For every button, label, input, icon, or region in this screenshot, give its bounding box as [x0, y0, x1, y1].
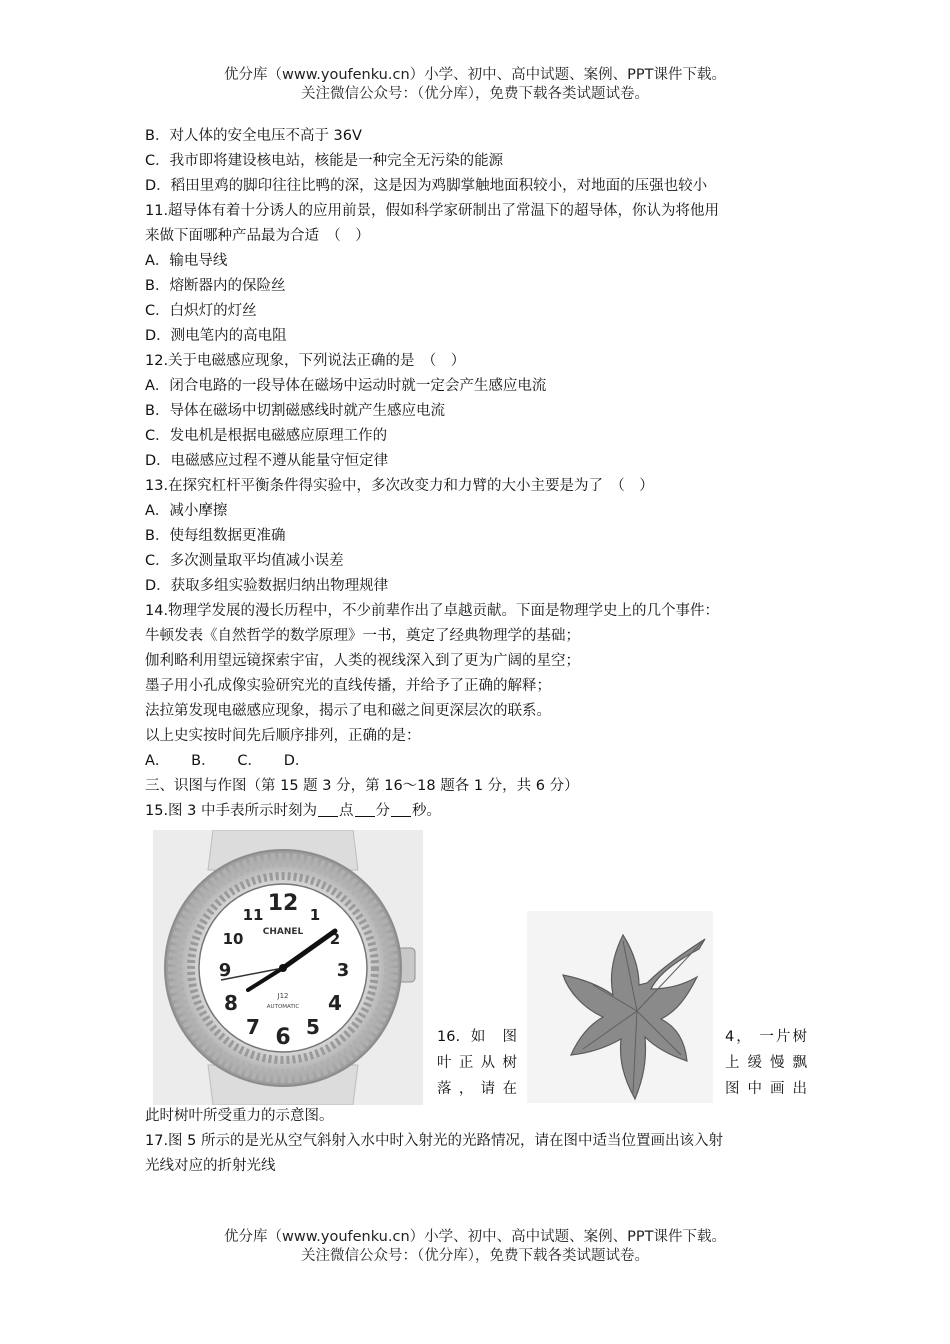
q15-hour-blank[interactable] — [318, 800, 338, 817]
q14-choices: A． B． C． D． — [145, 753, 310, 769]
numeral-2: 2 — [329, 930, 341, 948]
q12-stem: 12.关于电磁感应现象，下列说法正确的是 （ ） — [145, 353, 466, 369]
watch-center-pin — [279, 964, 287, 972]
exam-content — [145, 124, 810, 1179]
q12-option-d: D．电磁感应过程不遵从能量守恒定律 — [145, 453, 389, 469]
q11-option-c: C．白炽灯的灯丝 — [145, 303, 257, 319]
q16-tail: 此时树叶所受重力的示意图。 — [145, 1108, 334, 1124]
q13-option-b: B．使每组数据更准确 — [145, 528, 286, 544]
watch-figure — [153, 830, 423, 1105]
q11-option-b: B．熔断器内的保险丝 — [145, 278, 286, 294]
figure-row — [145, 824, 810, 1104]
numeral-9: 9 — [218, 960, 232, 981]
page-footer — [0, 1228, 950, 1266]
numeral-1: 1 — [309, 906, 321, 924]
q14-event-4: 法拉第发现电磁感应现象，揭示了电和磁之间更深层次的联系。 — [145, 703, 551, 719]
q16-left-column — [437, 1024, 517, 1102]
footer-line-1: 优分库（www.youfenku.cn）小学、初中、高中试题、案例、PPT课件下载。 — [224, 1229, 726, 1245]
q12-option-a: A．闭合电路的一段导体在磁场中运动时就一定会产生感应电流 — [145, 378, 547, 394]
q12-option-b: B．导体在磁场中切割磁感线时就产生感应电流 — [145, 403, 445, 419]
numeral-12: 12 — [267, 891, 299, 916]
footer-line-2: 关注微信公众号：（优分库），免费下载各类试题试卷。 — [301, 1248, 649, 1264]
q16-left-2: 叶 正 从 树 — [437, 1055, 517, 1071]
q13-option-c: C．多次测量取平均值减小误差 — [145, 553, 344, 569]
q13-option-a: A．减小摩擦 — [145, 503, 228, 519]
q16-right-3: 图 中 画 出 — [725, 1081, 807, 1097]
numeral-5: 5 — [306, 1015, 320, 1039]
q16-left-3: 落 ， 请 在 — [437, 1081, 517, 1097]
q10-option-d: D．稻田里鸡的脚印往往比鸭的深，这是因为鸡脚掌触地面积较小，对地面的压强也较小 — [145, 178, 708, 194]
q16-right-column — [725, 1024, 807, 1102]
q14-event-1: 牛顿发表《自然哲学的数学原理》一书，奠定了经典物理学的基础； — [145, 628, 580, 644]
numeral-7: 7 — [246, 1015, 260, 1039]
numeral-3: 3 — [336, 960, 350, 981]
q11-stem-1: 11.超导体有着十分诱人的应用前景，假如科学家研制出了常温下的超导体，你认为将他用 — [145, 203, 720, 219]
numeral-11: 11 — [242, 906, 264, 924]
q17-line-2: 光线对应的折射光线 — [145, 1158, 276, 1174]
q10-option-c: C．我市即将建设核电站，核能是一种完全无污染的能源 — [145, 153, 504, 169]
header-line-1: 优分库（www.youfenku.cn）小学、初中、高中试题、案例、PPT课件下载。 — [224, 67, 726, 83]
numeral-10: 10 — [222, 930, 244, 948]
q14-stem: 14.物理学发展的漫长历程中，不少前辈作出了卓越贡献。下面是物理学史上的几个事件： — [145, 603, 720, 619]
q15-stem — [145, 799, 810, 824]
q10-option-b: B．对人体的安全电压不高于 36V — [145, 128, 362, 144]
numeral-4: 4 — [328, 991, 342, 1015]
section-3-heading: 三、识图与作图（第 15 题 3 分，第 16～18 题各 1 分，共 6 分） — [145, 778, 579, 794]
q13-stem: 13.在探究杠杆平衡条件得实验中，多次改变力和力臂的大小主要是为了 （ ） — [145, 478, 654, 494]
q11-option-a: A．输电导线 — [145, 253, 228, 269]
watch-sub: AUTOMATIC — [266, 1004, 300, 1010]
q15-text-3: 分 — [375, 803, 391, 819]
numeral-8: 8 — [224, 991, 238, 1015]
q14-event-2: 伽利略利用望远镜探索宇宙，人类的视线深入到了更为广阔的星空； — [145, 653, 580, 669]
q14-ask: 以上史实按时间先后顺序排列，正确的是： — [145, 728, 421, 744]
q13-option-d: D．获取多组实验数据归纳出物理规律 — [145, 578, 389, 594]
q15-minute-blank[interactable] — [355, 800, 375, 817]
page-header — [0, 66, 950, 104]
numeral-6: 6 — [275, 1025, 291, 1050]
q15-second-blank[interactable] — [391, 800, 411, 817]
header-line-2: 关注微信公众号：（优分库），免费下载各类试题试卷。 — [301, 86, 649, 102]
q16-left-1: 16. 如 图 — [437, 1029, 517, 1045]
q15-text-1: 15.图 3 中手表所示时刻为 — [145, 803, 318, 819]
q16-right-2: 上 缓 慢 飘 — [725, 1055, 807, 1071]
q15-text-4: 秒。 — [412, 803, 442, 819]
q11-option-d: D．测电笔内的高电阻 — [145, 328, 287, 344]
q16-right-1: 4， 一片树 — [725, 1029, 807, 1045]
leaf-figure — [527, 911, 713, 1103]
q12-option-c: C．发电机是根据电磁感应原理工作的 — [145, 428, 388, 444]
watch-brand: CHANEL — [262, 927, 304, 937]
watch-model: J12 — [277, 992, 289, 1000]
q17-line-1: 17.图 5 所示的是光从空气斜射入水中时入射光的光路情况，请在图中适当位置画出该入射 — [145, 1133, 723, 1149]
q14-event-3: 墨子用小孔成像实验研究光的直线传播，并给予了正确的解释； — [145, 678, 551, 694]
q11-stem-2: 来做下面哪种产品最为合适 （ ） — [145, 228, 370, 244]
q15-text-2: 点 — [339, 803, 354, 819]
